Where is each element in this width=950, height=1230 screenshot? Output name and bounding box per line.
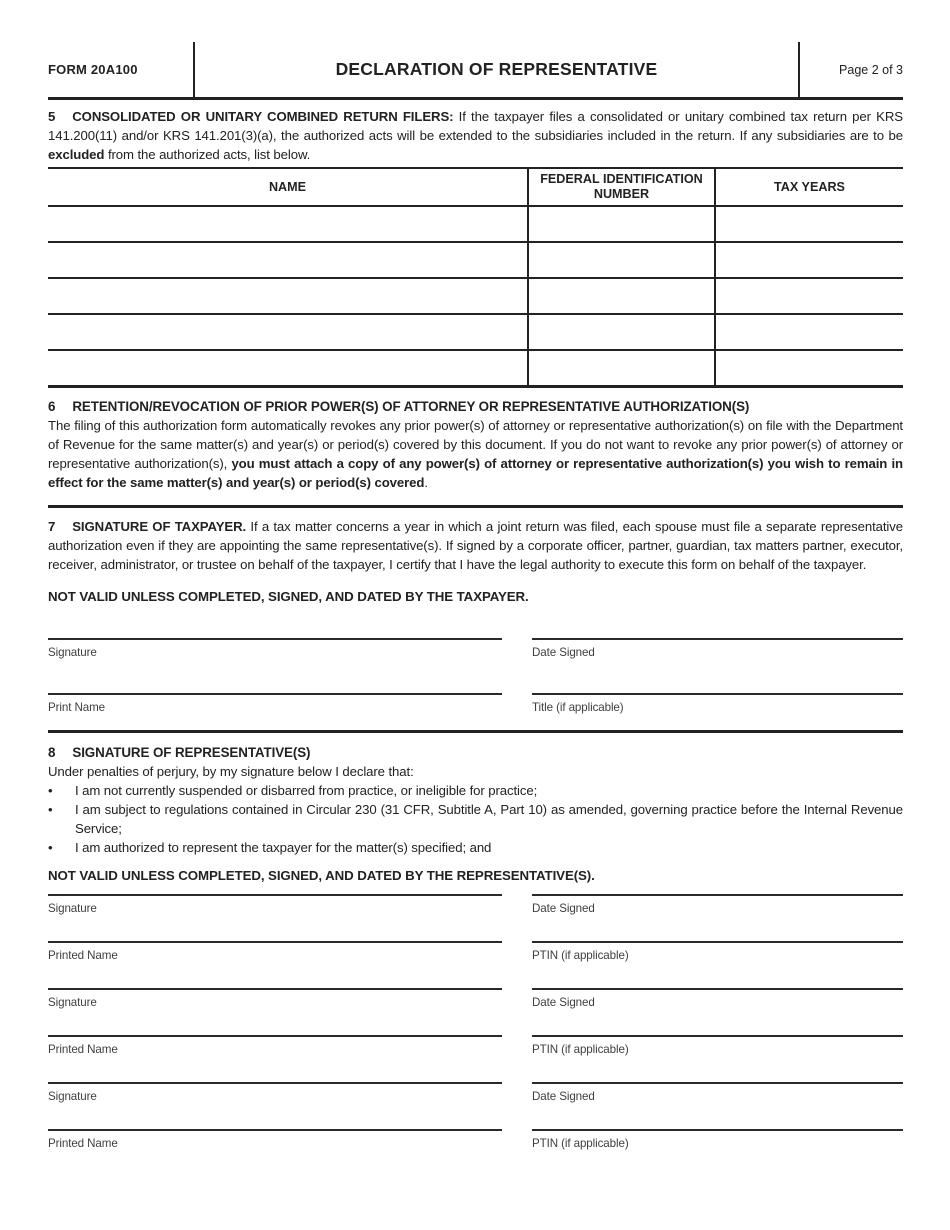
taxpayer-signature-row — [48, 638, 903, 661]
section5-number: 5 — [48, 109, 56, 124]
representative-date-signed-field[interactable] — [532, 894, 903, 917]
taxpayer-date-signed-field[interactable] — [532, 638, 903, 661]
bullet-icon: • — [48, 782, 53, 798]
representative-signature-field[interactable] — [48, 1082, 502, 1105]
taxpayer-print-name-row — [48, 693, 903, 716]
date-signed-label: Date Signed — [532, 995, 595, 1009]
table-row — [48, 350, 903, 386]
section5-body-2: from the authorized acts, list below. — [104, 147, 311, 162]
representative-signature-field[interactable] — [48, 988, 502, 1011]
representative-signature-row — [48, 988, 903, 1011]
ptin-label: PTIN (if applicable) — [532, 1136, 629, 1150]
taxpayer-title-field[interactable] — [532, 693, 903, 716]
printed-name-label: Printed Name — [48, 1136, 118, 1150]
page-indicator: Page 2 of 3 — [839, 62, 903, 77]
section6-body-bold: you must attach a copy of any power(s) of attorney or representative authorization(s) you wish to remain in effect for the same matter(s) and year(s) or period(s) covered — [48, 455, 903, 490]
section-divider — [48, 505, 903, 508]
tax-years-field[interactable] — [715, 242, 903, 278]
date-signed-label: Date Signed — [532, 1089, 595, 1103]
title-label: Title (if applicable) — [532, 700, 624, 714]
section-divider — [48, 730, 903, 733]
section6 — [48, 397, 903, 492]
fein-field[interactable] — [528, 206, 715, 242]
declaration-bullet-list — [48, 781, 903, 857]
representative-not-valid-notice: NOT VALID UNLESS COMPLETED, SIGNED, AND DATED BY THE REPRESENTATIVE(S). — [48, 867, 595, 883]
name-field[interactable] — [48, 242, 528, 278]
bullet-text: I am authorized to represent the taxpayer for the matter(s) specified; and — [75, 839, 492, 855]
representative-ptin-field[interactable] — [532, 941, 903, 964]
section8-intro: Under penalties of perjury, by my signature below I declare that: — [48, 763, 414, 779]
page-indicator-cell — [800, 42, 903, 97]
representative-printed-name-row — [48, 1129, 903, 1152]
section6-heading: RETENTION/REVOCATION OF PRIOR POWER(S) OF ATTORNEY OR REPRESENTATIVE AUTHORIZATION(S) — [72, 398, 750, 414]
column-header-fein: FEDERAL IDENTIFICATION NUMBER — [528, 168, 715, 206]
fein-field[interactable] — [528, 314, 715, 350]
representative-signature-row — [48, 894, 903, 917]
ptin-label: PTIN (if applicable) — [532, 948, 629, 962]
representative-date-signed-field[interactable] — [532, 988, 903, 1011]
signature-label: Signature — [48, 645, 97, 659]
section5-heading: CONSOLIDATED OR UNITARY COMBINED RETURN FILERS: — [72, 109, 454, 124]
section6-number: 6 — [48, 398, 56, 414]
representative-printed-name-row — [48, 1035, 903, 1058]
printed-name-label: Printed Name — [48, 1042, 118, 1056]
representative-date-signed-field[interactable] — [532, 1082, 903, 1105]
table-row — [48, 278, 903, 314]
bullet-icon: • — [48, 839, 53, 855]
section6-body-1: The filing of this authorization form automatically revokes any prior power(s) of attorney or representative authorization(s) on file with the Department of Revenue for the same matter(s) and year(s) or period(s) covered by this document. If you do not want to revoke any prior power(s) of attorney or representative authorization(s), — [48, 417, 903, 471]
bullet-icon: • — [48, 801, 53, 817]
name-field[interactable] — [48, 350, 528, 386]
representative-printed-name-field[interactable] — [48, 941, 502, 964]
date-signed-label: Date Signed — [532, 645, 595, 659]
column-header-tax-years: TAX YEARS — [715, 168, 903, 206]
section7-paragraph — [48, 517, 903, 574]
name-field[interactable] — [48, 314, 528, 350]
taxpayer-signature-field[interactable] — [48, 638, 502, 661]
date-signed-label: Date Signed — [532, 901, 595, 915]
tax-years-field[interactable] — [715, 314, 903, 350]
bullet-item — [48, 781, 903, 800]
bullet-text: I am not currently suspended or disbarred from practice, or ineligible for practice; — [75, 782, 538, 798]
section5-paragraph — [48, 107, 903, 164]
tax-years-field[interactable] — [715, 206, 903, 242]
print-name-label: Print Name — [48, 700, 105, 714]
page-title: DECLARATION OF REPRESENTATIVE — [335, 59, 658, 79]
bullet-item — [48, 838, 903, 857]
taxpayer-print-name-field[interactable] — [48, 693, 502, 716]
section5-body-bold: excluded — [48, 147, 105, 162]
taxpayer-not-valid-notice: NOT VALID UNLESS COMPLETED, SIGNED, AND DATED BY THE TAXPAYER. — [48, 588, 529, 604]
name-field[interactable] — [48, 278, 528, 314]
representative-printed-name-field[interactable] — [48, 1035, 502, 1058]
section5-body-1: If the taxpayer files a consolidated or unitary combined tax return per KRS 141.200(11) and/or KRS 141.201(3)(a), the authorized acts will be extended to the subsidiaries included in the return. If any subsidiaries are to be — [48, 109, 903, 143]
fein-field[interactable] — [528, 278, 715, 314]
representative-ptin-field[interactable] — [532, 1035, 903, 1058]
ptin-label: PTIN (if applicable) — [532, 1042, 629, 1056]
table-header-row — [48, 168, 903, 206]
bullet-item — [48, 800, 903, 838]
representative-printed-name-row — [48, 941, 903, 964]
subsidiaries-table — [48, 167, 903, 388]
signature-label: Signature — [48, 901, 97, 915]
form-number: FORM 20A100 — [48, 62, 138, 77]
section8-heading-line — [48, 743, 903, 762]
representative-ptin-field[interactable] — [532, 1129, 903, 1152]
form-number-cell — [48, 42, 195, 97]
section7-heading: SIGNATURE OF TAXPAYER. — [72, 518, 247, 534]
fein-field[interactable] — [528, 350, 715, 386]
section8-number: 8 — [48, 744, 56, 760]
form-header — [48, 42, 903, 100]
name-field[interactable] — [48, 206, 528, 242]
section6-paragraph — [48, 416, 903, 492]
section8-heading: SIGNATURE OF REPRESENTATIVE(S) — [72, 744, 311, 760]
table-row — [48, 314, 903, 350]
section7-body: If a tax matter concerns a year in which a joint return was filed, each spouse must file a separate representative authorization even if they are appointing the same representative(s). If signed by a corporate officer, partner, guardian, tax matters partner, executor, receiver, administrator, or trustee on behalf of the taxpayer, I certify that I have the legal authority to execute this form on behalf of the taxpayer. — [48, 518, 903, 572]
fein-field[interactable] — [528, 242, 715, 278]
table-row — [48, 206, 903, 242]
form-title-cell — [195, 42, 800, 97]
section6-body-2: . — [424, 474, 428, 490]
column-header-name: NAME — [48, 168, 528, 206]
section7-number: 7 — [48, 518, 56, 534]
signature-label: Signature — [48, 1089, 97, 1103]
representative-printed-name-field[interactable] — [48, 1129, 502, 1152]
signature-label: Signature — [48, 995, 97, 1009]
printed-name-label: Printed Name — [48, 948, 118, 962]
section6-heading-line — [48, 397, 903, 416]
representative-signature-field[interactable] — [48, 894, 502, 917]
table-row — [48, 242, 903, 278]
tax-years-field[interactable] — [715, 350, 903, 386]
representative-signature-row — [48, 1082, 903, 1105]
bullet-text: I am subject to regulations contained in Circular 230 (31 CFR, Subtitle A, Part 10) as amended, governing practice before the Internal Revenue Service; — [75, 801, 903, 836]
tax-years-field[interactable] — [715, 278, 903, 314]
